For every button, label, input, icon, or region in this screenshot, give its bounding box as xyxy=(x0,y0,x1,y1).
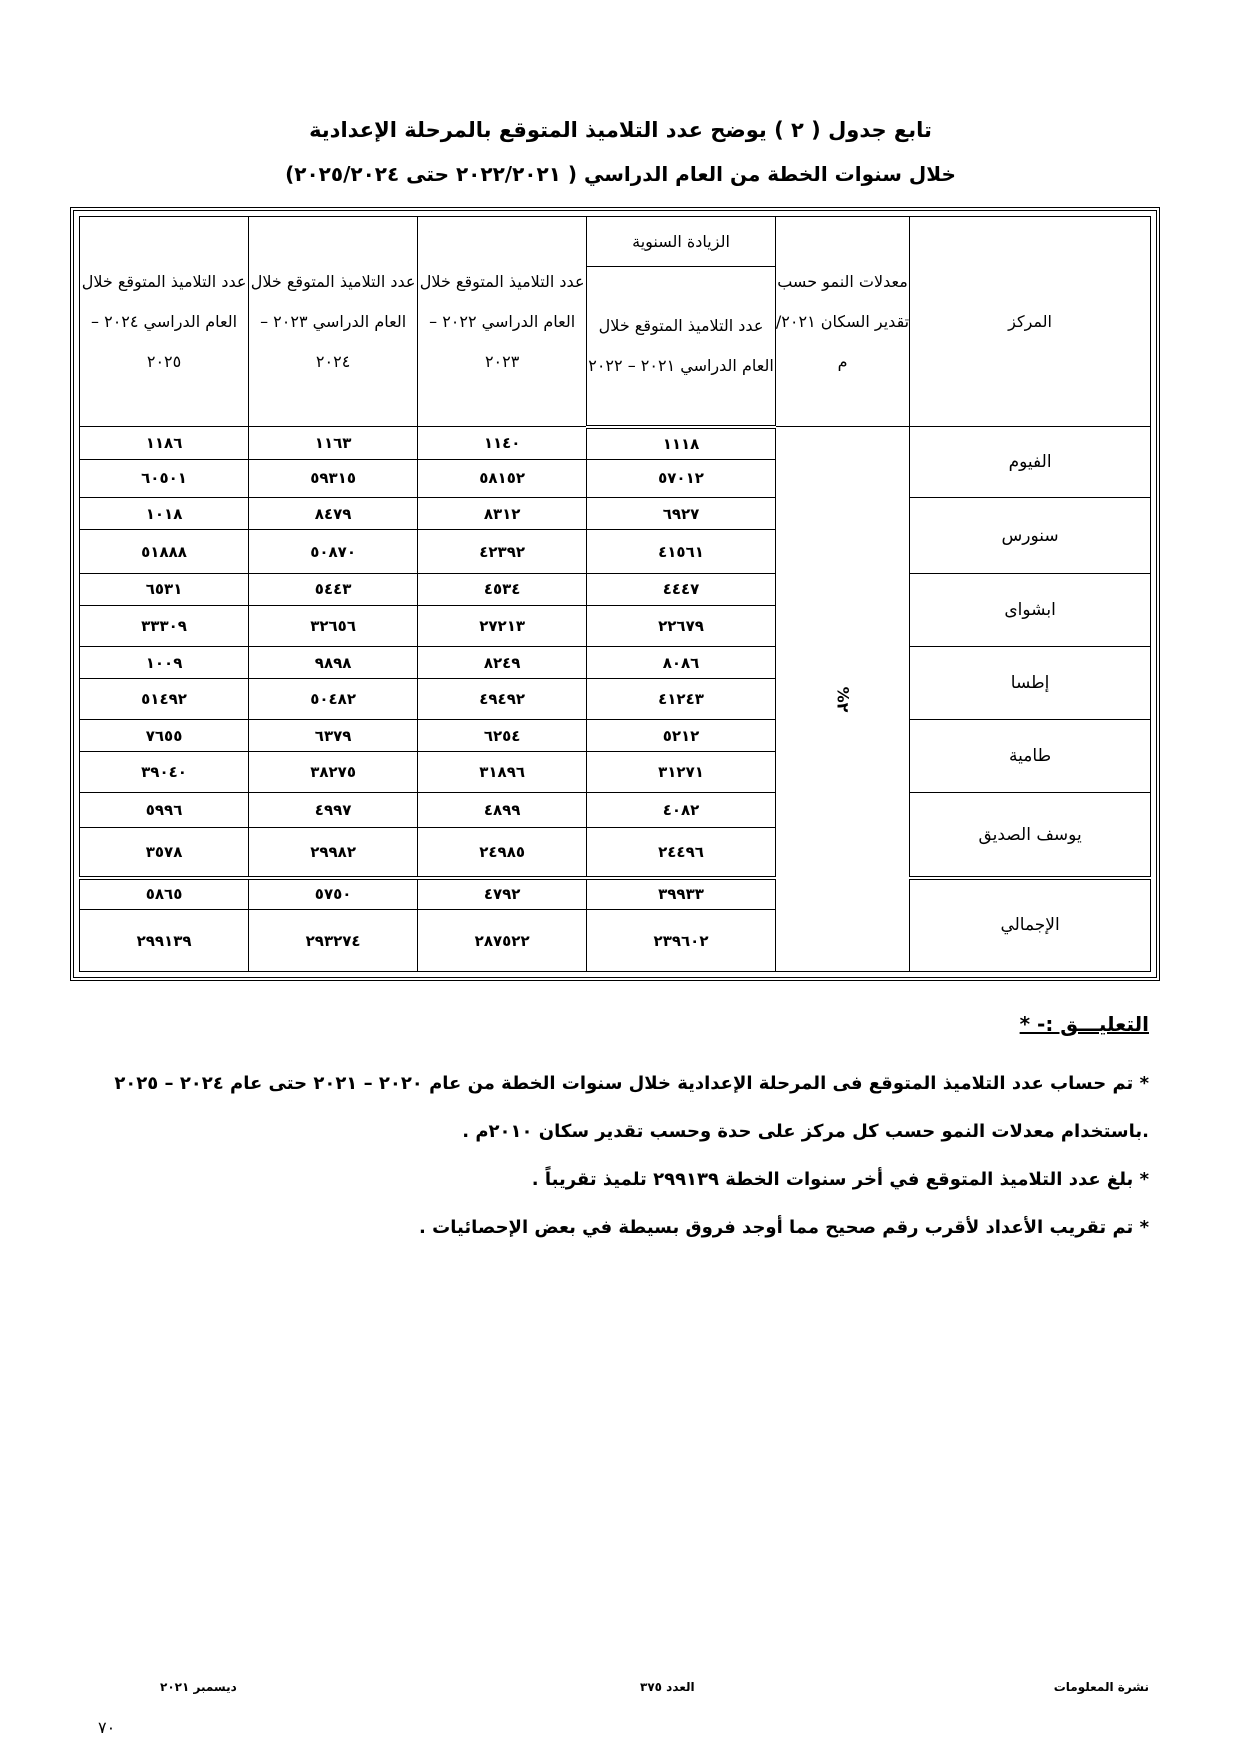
note-1: * تم حساب عدد التلاميذ المتوقع فى المرحلة الإعدادية خلال سنوات الخطة من عام ٢٠٢٠ – ٢٠٢١ حتى عام ٢٠٢٤ – ٢٠٢٥ .باستخدام معدلات النمو حسب كل مركز على حدة وحسب تقدير سكان ٢٠١٠م . xyxy=(114,1073,1149,1142)
table-row xyxy=(80,647,1151,679)
total-cell: ٢٨٧٥٢٢ xyxy=(418,910,587,972)
table-cell: ٣١٨٩٦ xyxy=(418,752,587,793)
total-cell: ٢٩٣٢٧٤ xyxy=(249,910,418,972)
table-cell: ٥١٤٩٢ xyxy=(80,679,249,720)
table-cell: ٥٩٩٦ xyxy=(80,793,249,827)
table-cell: ٢٤٩٨٥ xyxy=(418,827,587,877)
table-cell: ٨٤٧٩ xyxy=(249,498,418,530)
table-cell: ٦٣٧٩ xyxy=(249,720,418,752)
table-cell: ٤٩٩٧ xyxy=(249,793,418,827)
table-cell: ٥٠٨٧٠ xyxy=(249,530,418,573)
table-row xyxy=(80,427,1151,459)
total-cell: ٣٩٩٣٣ xyxy=(587,878,776,910)
table-row xyxy=(80,720,1151,752)
table-cell: ١١٨٦ xyxy=(80,427,249,459)
comment-notes xyxy=(90,1060,1149,1252)
total-cell: ٤٧٩٢ xyxy=(418,878,587,910)
growth-rate-cell xyxy=(775,427,909,972)
center-name: ابشواى xyxy=(910,573,1151,646)
table-row xyxy=(80,793,1151,827)
table-cell: ٤٩٤٩٢ xyxy=(418,679,587,720)
header-annual-increase: الزيادة السنوية xyxy=(587,217,776,267)
table-cell: ٨٣١٢ xyxy=(418,498,587,530)
table-cell: ٨٢٤٩ xyxy=(418,647,587,679)
center-name: الفيوم xyxy=(910,427,1151,498)
header-2022: عدد التلاميذ المتوقع خلال العام الدراسي ٢٠٢٢ – ٢٠٢٣ xyxy=(418,217,587,427)
table-cell: ٦٢٥٤ xyxy=(418,720,587,752)
table-cell: ٥٢١٢ xyxy=(587,720,776,752)
table-cell: ٤١٢٤٣ xyxy=(587,679,776,720)
table-cell: ٣٢٦٥٦ xyxy=(249,605,418,646)
data-table-frame xyxy=(70,207,1160,981)
header-center: المركز xyxy=(910,217,1151,427)
table-cell: ٥٩٣١٥ xyxy=(249,459,418,498)
table-cell: ٧٦٥٥ xyxy=(80,720,249,752)
table-cell: ٣٩٠٤٠ xyxy=(80,752,249,793)
table-cell: ٣١٢٧١ xyxy=(587,752,776,793)
total-label: الإجمالي xyxy=(910,878,1151,972)
table-row xyxy=(80,498,1151,530)
growth-rate: ٢% xyxy=(833,686,853,713)
table-cell: ٤٥٣٤ xyxy=(418,573,587,605)
table-cell: ٤٢٣٩٢ xyxy=(418,530,587,573)
footer-date: ديسمبر ٢٠٢١ xyxy=(160,1680,237,1694)
page-number: ٧٠ xyxy=(98,1718,116,1737)
header-2021: عدد التلاميذ المتوقع خلال العام الدراسي ٢٠٢١ – ٢٠٢٢ xyxy=(587,267,776,427)
header-2024: عدد التلاميذ المتوقع خلال العام الدراسي ٢٠٢٤ – ٢٠٢٥ xyxy=(80,217,249,427)
total-cell: ٢٩٩١٣٩ xyxy=(80,910,249,972)
table-title-line1: تابع جدول ( ٢ ) يوضح عدد التلاميذ المتوقع بالمرحلة الإعدادية xyxy=(309,118,932,142)
table-cell: ٢٩٩٨٢ xyxy=(249,827,418,877)
center-name: طامية xyxy=(910,720,1151,793)
students-table xyxy=(79,216,1151,972)
table-cell: ٤٤٤٧ xyxy=(587,573,776,605)
table-cell: ٣٨٢٧٥ xyxy=(249,752,418,793)
footer-issue: العدد ٣٧٥ xyxy=(640,1680,695,1694)
center-name: إطسا xyxy=(910,647,1151,720)
table-cell: ١٠٠٩ xyxy=(80,647,249,679)
table-cell: ١١٤٠ xyxy=(418,427,587,459)
header-growth: معدلات النمو حسب تقدير السكان ٢٠٢١/ م xyxy=(775,217,909,427)
total-cell: ٢٣٩٦٠٢ xyxy=(587,910,776,972)
table-cell: ٩٨٩٨ xyxy=(249,647,418,679)
table-cell: ٣٥٧٨ xyxy=(80,827,249,877)
table-cell: ٨٠٨٦ xyxy=(587,647,776,679)
table-cell: ٢٧٢١٣ xyxy=(418,605,587,646)
table-cell: ٢٢٦٧٩ xyxy=(587,605,776,646)
table-cell: ٤٨٩٩ xyxy=(418,793,587,827)
note-2: * بلغ عدد التلاميذ المتوقع في أخر سنوات الخطة ٢٩٩١٣٩ تلميذ تقريباً . xyxy=(531,1169,1149,1190)
table-cell: ٥٠٤٨٢ xyxy=(249,679,418,720)
footer-publication: نشرة المعلومات xyxy=(1053,1680,1149,1694)
comment-title: التعليـــق :- * xyxy=(1019,1012,1149,1036)
table-cell: ٦٥٣١ xyxy=(80,573,249,605)
center-name: سنورس xyxy=(910,498,1151,573)
total-cell: ٥٨٦٥ xyxy=(80,878,249,910)
table-cell: ٥٧٠١٢ xyxy=(587,459,776,498)
table-cell: ٦٩٢٧ xyxy=(587,498,776,530)
total-cell: ٥٧٥٠ xyxy=(249,878,418,910)
table-cell: ٤١٥٦١ xyxy=(587,530,776,573)
total-row xyxy=(80,878,1151,910)
table-cell: ٦٠٥٠١ xyxy=(80,459,249,498)
table-cell: ١١٦٣ xyxy=(249,427,418,459)
table-cell: ٣٣٣٠٩ xyxy=(80,605,249,646)
table-row xyxy=(80,573,1151,605)
table-cell: ٥١٨٨٨ xyxy=(80,530,249,573)
table-cell: ٤٠٨٢ xyxy=(587,793,776,827)
center-name: يوسف الصديق xyxy=(910,793,1151,878)
note-3: * تم تقريب الأعداد لأقرب رقم صحيح مما أوجد فروق بسيطة في بعض الإحصائيات . xyxy=(419,1217,1149,1238)
table-cell: ١٠١٨ xyxy=(80,498,249,530)
table-cell: ٢٤٤٩٦ xyxy=(587,827,776,877)
table-cell: ١١١٨ xyxy=(587,427,776,459)
table-cell: ٥٤٤٣ xyxy=(249,573,418,605)
header-2023: عدد التلاميذ المتوقع خلال العام الدراسي ٢٠٢٣ – ٢٠٢٤ xyxy=(249,217,418,427)
table-cell: ٥٨١٥٢ xyxy=(418,459,587,498)
table-title-line2: خلال سنوات الخطة من العام الدراسي ( ٢٠٢٢/٢٠٢١ حتى ٢٠٢٥/٢٠٢٤) xyxy=(285,162,956,186)
